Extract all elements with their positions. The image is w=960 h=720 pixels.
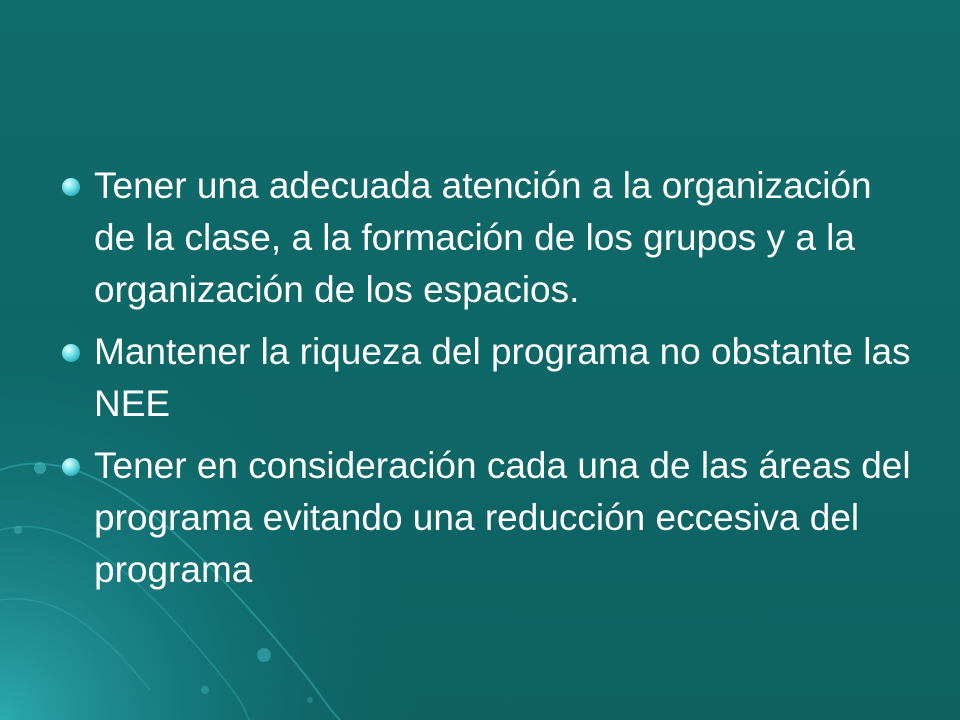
bullet-item: [58, 326, 918, 430]
bullet-list: [58, 160, 918, 606]
bullet-item: [58, 160, 918, 316]
bullet-text: Tener en consideración cada una de las áreas del programa evitando una reducción eccesiva del programa: [94, 445, 911, 590]
bullet-icon: [62, 344, 80, 362]
bullet-text: Mantener la riqueza del programa no obstante las NEE: [94, 331, 911, 424]
decor-dot: [201, 686, 209, 694]
decor-dot: [14, 526, 22, 534]
decor-dot: [34, 462, 46, 474]
decor-dot: [307, 697, 313, 703]
bullet-text: Tener una adecuada atención a la organización de la clase, a la formación de los grupos y a la organización de los espacios.: [94, 165, 872, 310]
bullet-icon: [62, 178, 80, 196]
decor-dot: [257, 648, 271, 662]
bullet-icon: [62, 458, 80, 476]
bullet-item: [58, 440, 918, 596]
